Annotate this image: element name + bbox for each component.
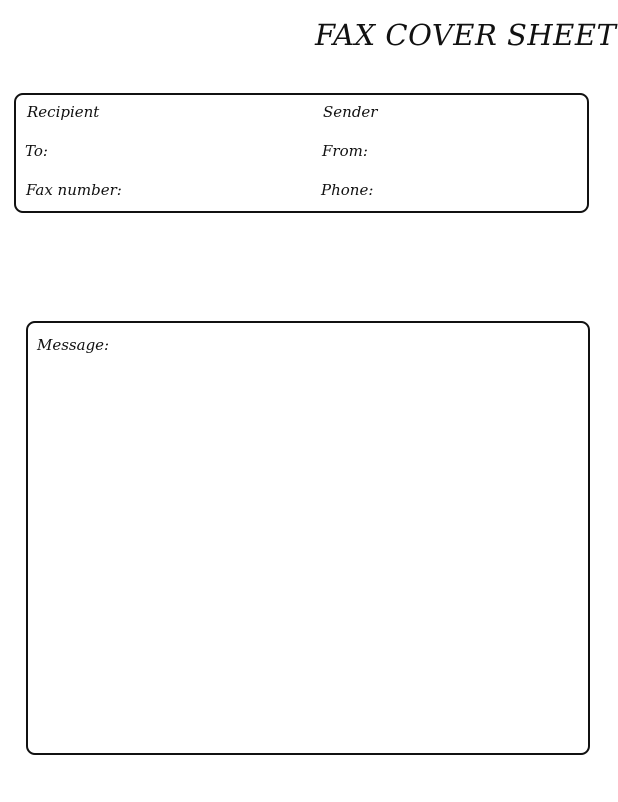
to-label: To: <box>25 142 48 160</box>
page-title: FAX COVER SHEET <box>315 18 617 52</box>
from-label: From: <box>322 142 368 160</box>
fax-number-label: Fax number: <box>26 181 122 199</box>
recipient-heading: Recipient <box>27 103 100 121</box>
sender-heading: Sender <box>323 103 378 121</box>
message-box <box>26 321 590 755</box>
message-label: Message: <box>37 336 110 354</box>
contact-info-box <box>14 93 589 213</box>
phone-label: Phone: <box>321 181 374 199</box>
